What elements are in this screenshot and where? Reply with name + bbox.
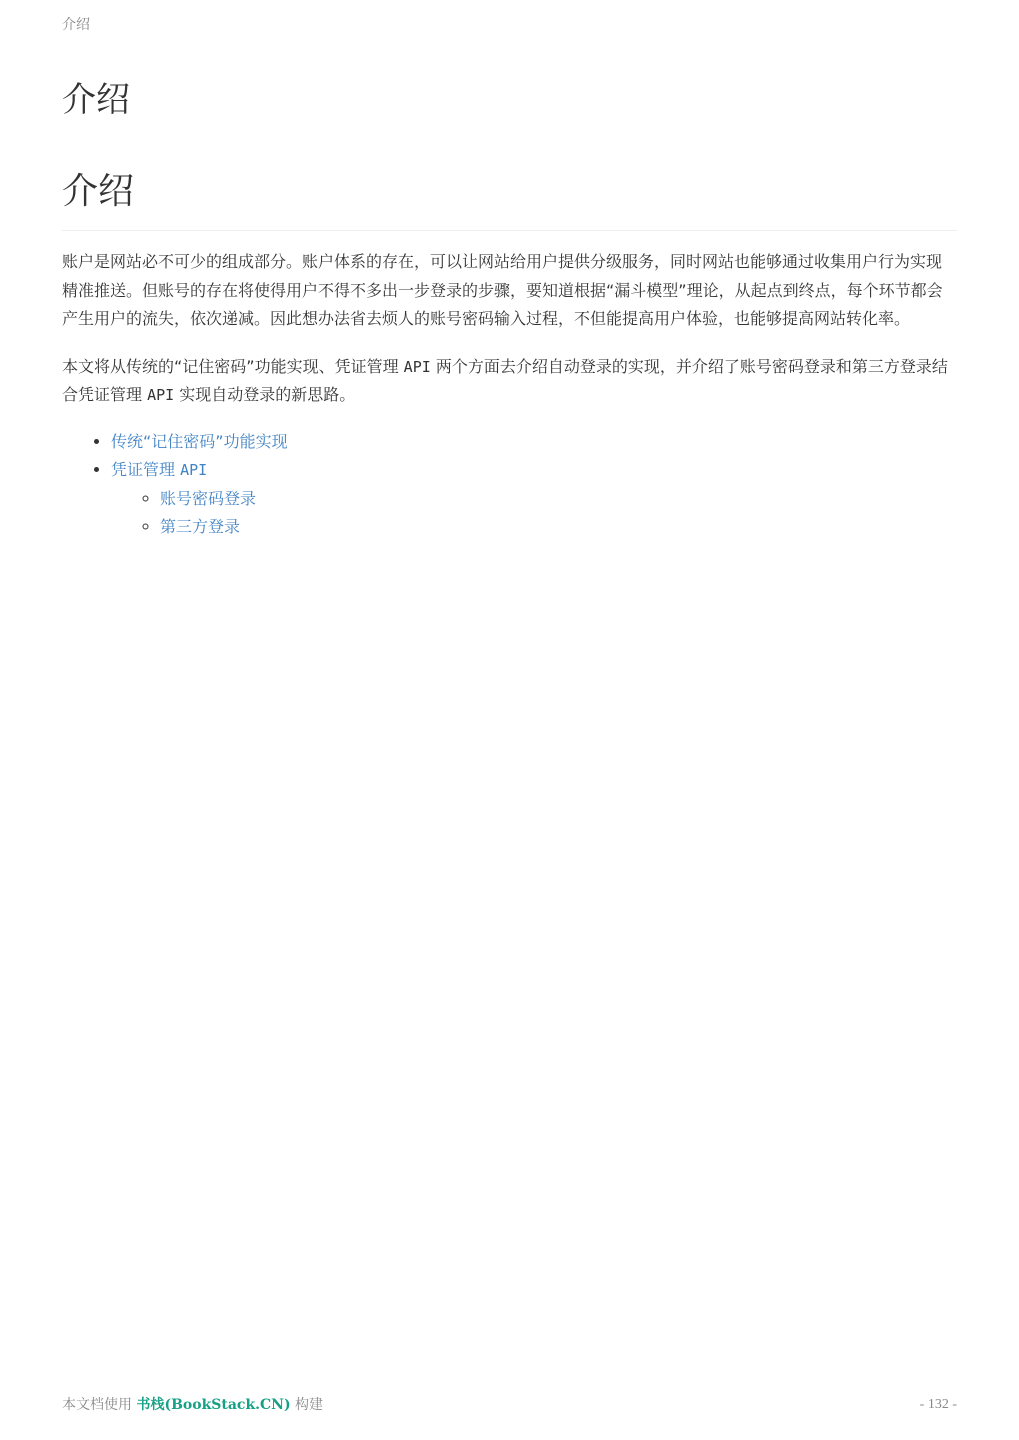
- footer-credit: [62, 1395, 323, 1415]
- toc-link-label: 凭证管理: [111, 460, 181, 479]
- document-content: [62, 72, 957, 542]
- toc-link-third-party-login[interactable]: 第三方登录: [160, 517, 241, 536]
- intro-paragraph: 账户是网站必不可少的组成部分。账户体系的存在，可以让网站给用户提供分级服务，同时网站也能够通过收集用户行为实现精准推送。但账号的存在将使得用户不得不多出一步登录的步骤，要知道根据“漏斗模型”理论，从起点到终点，每个环节都会产生用户的流失，依次递减。因此想办法省去烦人的账号密码输入过程，不但能提高用户体验，也能够提高网站转化率。: [62, 252, 943, 328]
- toc-subitem: [160, 485, 957, 514]
- toc-subitem: [160, 513, 957, 542]
- toc-link-credential-api[interactable]: [111, 460, 207, 479]
- page-number: - 132 -: [919, 1397, 957, 1412]
- inline-code-api: API: [147, 386, 175, 404]
- running-header: 介绍: [62, 17, 90, 33]
- toc-link-code: API: [180, 461, 208, 479]
- toc-item: [111, 428, 957, 457]
- scope-text-2: 两个方面去介绍自动登录的实现，并介绍了账号密码登录和第三方登录结合凭证管理: [62, 356, 948, 404]
- section-heading: 介绍: [62, 164, 957, 231]
- scope-text-1: 本文将从传统的“记住密码”功能实现、凭证管理: [62, 356, 404, 376]
- inline-code-api: API: [403, 357, 431, 376]
- toc-link-remember-password[interactable]: 传统“记住密码”功能实现: [111, 431, 288, 451]
- table-of-contents: [62, 428, 957, 542]
- footer-suffix: 构建: [290, 1397, 324, 1413]
- page-title: 介绍: [62, 80, 130, 120]
- scope-paragraph: [62, 353, 957, 410]
- brand-link[interactable]: 书栈(BookStack.CN): [136, 1397, 291, 1413]
- scope-text-3: 实现自动登录的新思路。: [174, 385, 356, 404]
- toc-link-password-login[interactable]: 账号密码登录: [160, 488, 257, 508]
- toc-sublist: [111, 485, 957, 542]
- footer-prefix: 本文档使用: [62, 1397, 137, 1413]
- toc-item: [111, 456, 957, 542]
